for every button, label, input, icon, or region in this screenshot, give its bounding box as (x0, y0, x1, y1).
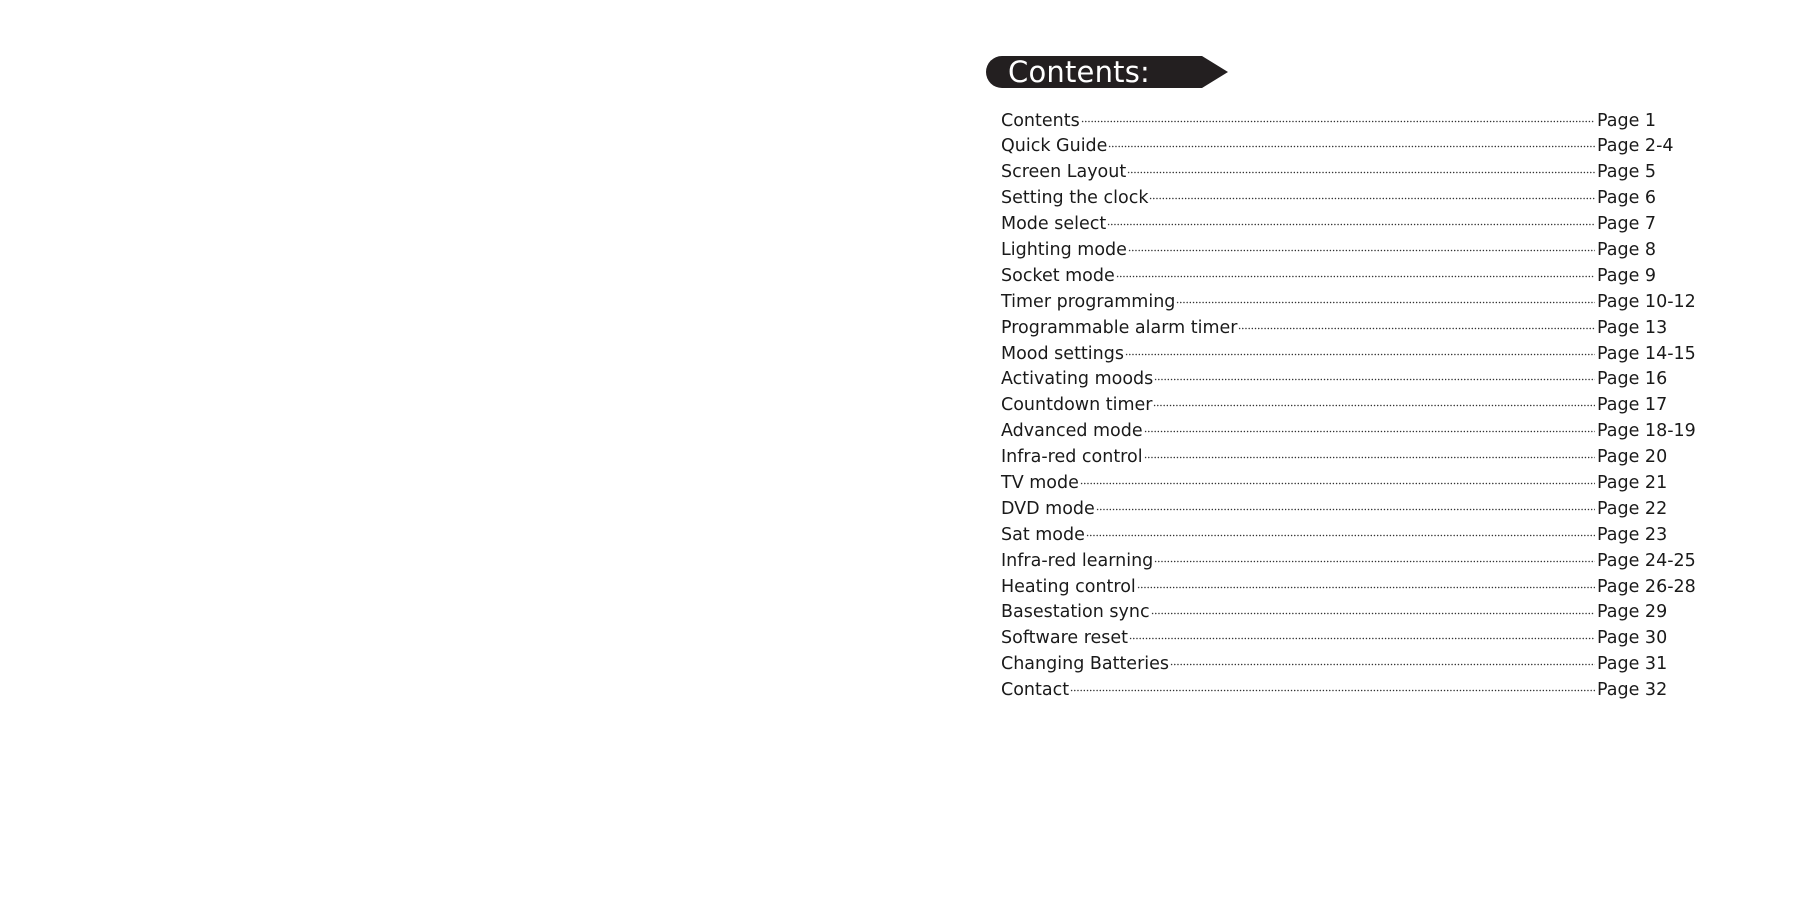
toc-entry[interactable] (1001, 341, 1696, 367)
toc-entry-page: Page 30 (1597, 628, 1668, 649)
dot-leader (1128, 240, 1595, 258)
toc-entry-page: Page 1 (1597, 110, 1657, 131)
toc-entry-title: Countdown timer (1001, 395, 1153, 416)
toc-entry[interactable] (1001, 445, 1691, 471)
toc-entry-page: Page 14-15 (1597, 343, 1696, 364)
toc-entry[interactable] (1001, 470, 1691, 496)
dot-leader (1238, 318, 1595, 336)
toc-entry-page: Page 5 (1597, 162, 1657, 183)
table-of-contents (1001, 108, 1696, 703)
dot-leader (1080, 473, 1595, 491)
toc-entry[interactable] (1001, 496, 1691, 522)
toc-entry-page: Page 13 (1597, 317, 1668, 338)
toc-entry-page: Page 2-4 (1597, 136, 1674, 157)
dot-leader (1144, 422, 1595, 440)
toc-entry[interactable] (1001, 289, 1696, 315)
dot-leader (1107, 215, 1595, 233)
toc-entry-page: Page 16 (1597, 369, 1668, 390)
toc-entry-page: Page 24-25 (1597, 550, 1696, 571)
toc-entry-title: Timer programming (1001, 291, 1176, 312)
toc-entry-page: Page 6 (1597, 188, 1657, 209)
toc-entry-title: Software reset (1001, 628, 1129, 649)
toc-entry-page: Page 31 (1597, 654, 1668, 675)
dot-leader (1108, 137, 1595, 155)
dot-leader (1154, 370, 1595, 388)
dot-leader (1170, 655, 1595, 673)
toc-entry[interactable] (1001, 522, 1691, 548)
toc-entry[interactable] (1001, 237, 1691, 263)
toc-entry-title: Lighting mode (1001, 239, 1127, 260)
toc-entry[interactable] (1001, 212, 1691, 238)
toc-entry-page: Page 22 (1597, 498, 1668, 519)
toc-entry-title: Sat mode (1001, 524, 1085, 545)
toc-entry[interactable] (1001, 626, 1691, 652)
dot-leader (1081, 111, 1595, 129)
dot-leader (1151, 603, 1595, 621)
dot-leader (1127, 163, 1595, 181)
dot-leader (1070, 681, 1595, 699)
toc-entry-title: Mode select (1001, 214, 1107, 235)
toc-entry-page: Page 32 (1597, 680, 1668, 701)
toc-entry-page: Page 23 (1597, 524, 1668, 545)
dot-leader (1116, 266, 1595, 284)
dot-leader (1096, 499, 1595, 517)
toc-entry-title: Activating moods (1001, 369, 1154, 390)
toc-entry-title: Quick Guide (1001, 136, 1108, 157)
toc-entry[interactable] (1001, 600, 1691, 626)
toc-entry-page: Page 10-12 (1597, 291, 1696, 312)
toc-entry-title: Contents (1001, 110, 1080, 131)
dot-leader (1153, 396, 1595, 414)
toc-entry[interactable] (1001, 160, 1691, 186)
dot-leader (1144, 448, 1595, 466)
toc-entry-title: Setting the clock (1001, 188, 1149, 209)
toc-entry-page: Page 29 (1597, 602, 1668, 623)
toc-entry[interactable] (1001, 678, 1691, 704)
toc-entry-page: Page 8 (1597, 239, 1657, 260)
toc-entry[interactable] (1001, 367, 1691, 393)
toc-entry-title: Infra-red learning (1001, 550, 1154, 571)
toc-entry-page: Page 26-28 (1597, 576, 1696, 597)
dot-leader (1086, 525, 1595, 543)
toc-entry[interactable] (1001, 419, 1696, 445)
toc-entry-title: Contact (1001, 680, 1070, 701)
toc-entry-title: Mood settings (1001, 343, 1124, 364)
toc-entry-page: Page 17 (1597, 395, 1668, 416)
contents-heading-banner (986, 56, 1228, 88)
toc-entry[interactable] (1001, 186, 1691, 212)
dot-leader (1149, 189, 1595, 207)
contents-heading: Contents: (1008, 55, 1151, 89)
toc-entry-title: DVD mode (1001, 498, 1095, 519)
toc-entry-title: TV mode (1001, 472, 1079, 493)
toc-entry-page: Page 21 (1597, 472, 1668, 493)
toc-entry[interactable] (1001, 108, 1691, 134)
dot-leader (1129, 629, 1595, 647)
toc-entry[interactable] (1001, 652, 1691, 678)
toc-entry-page: Page 9 (1597, 265, 1657, 286)
toc-entry-title: Infra-red control (1001, 447, 1143, 468)
toc-entry-title: Socket mode (1001, 265, 1115, 286)
toc-entry[interactable] (1001, 574, 1696, 600)
toc-entry[interactable] (1001, 393, 1691, 419)
dot-leader (1125, 344, 1595, 362)
toc-entry-title: Changing Batteries (1001, 654, 1170, 675)
toc-entry-title: Screen Layout (1001, 162, 1127, 183)
toc-entry-page: Page 18-19 (1597, 421, 1696, 442)
toc-entry-title: Basestation sync (1001, 602, 1150, 623)
toc-entry[interactable] (1001, 134, 1691, 160)
toc-entry-title: Programmable alarm timer (1001, 317, 1238, 338)
dot-leader (1176, 292, 1595, 310)
toc-entry-page: Page 20 (1597, 447, 1668, 468)
toc-entry-title: Advanced mode (1001, 421, 1143, 442)
toc-entry[interactable] (1001, 263, 1691, 289)
dot-leader (1154, 551, 1595, 569)
toc-entry[interactable] (1001, 548, 1696, 574)
dot-leader (1137, 577, 1595, 595)
toc-entry[interactable] (1001, 315, 1691, 341)
toc-entry-title: Heating control (1001, 576, 1136, 597)
toc-entry-page: Page 7 (1597, 214, 1657, 235)
